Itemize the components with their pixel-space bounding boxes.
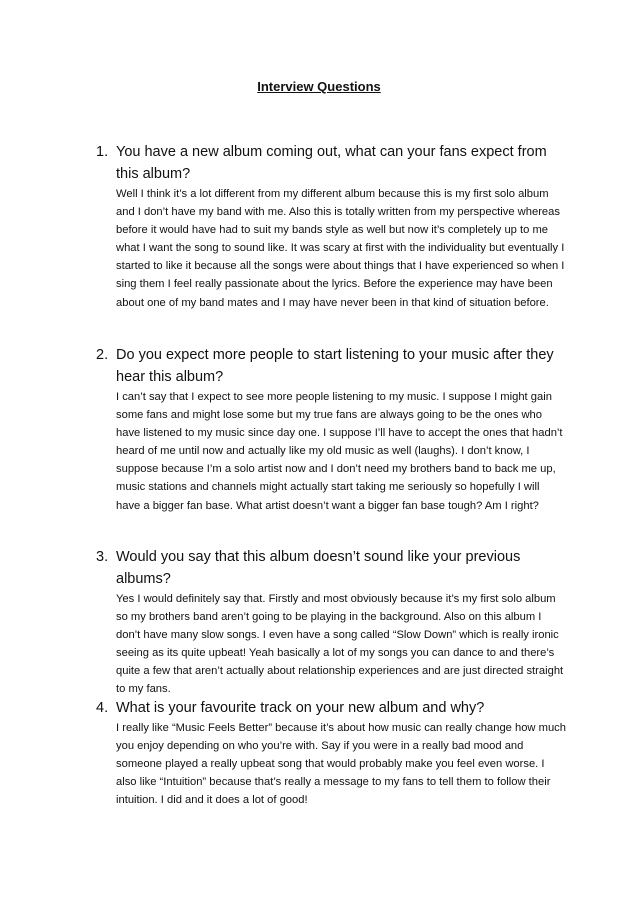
- question-number: 3.: [96, 549, 109, 565]
- question-block-4: [96, 697, 566, 809]
- answer-text: Yes I would definitely say that. Firstly and most obviously because it’s my first solo album so my brothers band aren’t going to be playing in the background. Also on this album I don’t have many slow songs. I even have a song called “Slow Down” which is really ironic seeing as its quite upbeat! Yeah basically a lot of my songs you can dance to and there’s quite a few that aren’t actually about relationship experiences and are just directed straight to my fans.: [116, 593, 564, 696]
- question-block-1: [96, 141, 566, 312]
- question-text: Would you say that this album doesn’t sound like your previous albums?: [116, 549, 521, 587]
- question-number: 1.: [96, 144, 109, 160]
- document-title: Interview Questions: [257, 79, 381, 94]
- question-number: 2.: [96, 347, 109, 363]
- answer-text: I really like “Music Feels Better” because it’s about how music can really change how much you enjoy depending on who you’re with. Say if you were in a really bad mood and someone played a really upbeat song that would probably make you feel even worse. I also like “Intuition” because that’s really a message to my fans to tell them to follow their intuition. I did and it does a lot of good!: [116, 722, 566, 807]
- question-text: What is your favourite track on your new album and why?: [116, 700, 485, 716]
- question-text: Do you expect more people to start listening to your music after they hear this album?: [116, 347, 554, 385]
- question-text: You have a new album coming out, what can your fans expect from this album?: [116, 144, 547, 182]
- answer-text: I can’t say that I expect to see more people listening to my music. I suppose I might gain some fans and might lose some but my true fans are always going to be the ones who have listened to my music since day one. I suppose I’ll have to accept the ones that hadn’t heard of me until now and actually like my old music as well (laughs). I don’t know, I suppose because I’m a solo artist now and I don’t need my brothers band to back me up, music stations and channels might actually start taking me seriously so hopefully I will have a bigger fan base. What artist doesn’t want a bigger fan base tough? Am I right?: [116, 391, 563, 512]
- question-number: 4.: [96, 700, 109, 716]
- question-block-3: [96, 546, 566, 699]
- answer-text: Well I think it’s a lot different from my different album because this is my first solo album and I don’t have my band with me. Also this is totally written from my perspective whereas before it would have had to suit my bands style as well but now it’s completely up to me what I want the song to sound like. It was scary at first with the individuality but eventually I started to like it because all the songs were about things that I have experienced so when I sing them I feel really passionate about the lyrics. Before the experience may have been about one of my band mates and I may have never been in that kind of situation before.: [116, 188, 565, 309]
- question-block-2: [96, 344, 566, 515]
